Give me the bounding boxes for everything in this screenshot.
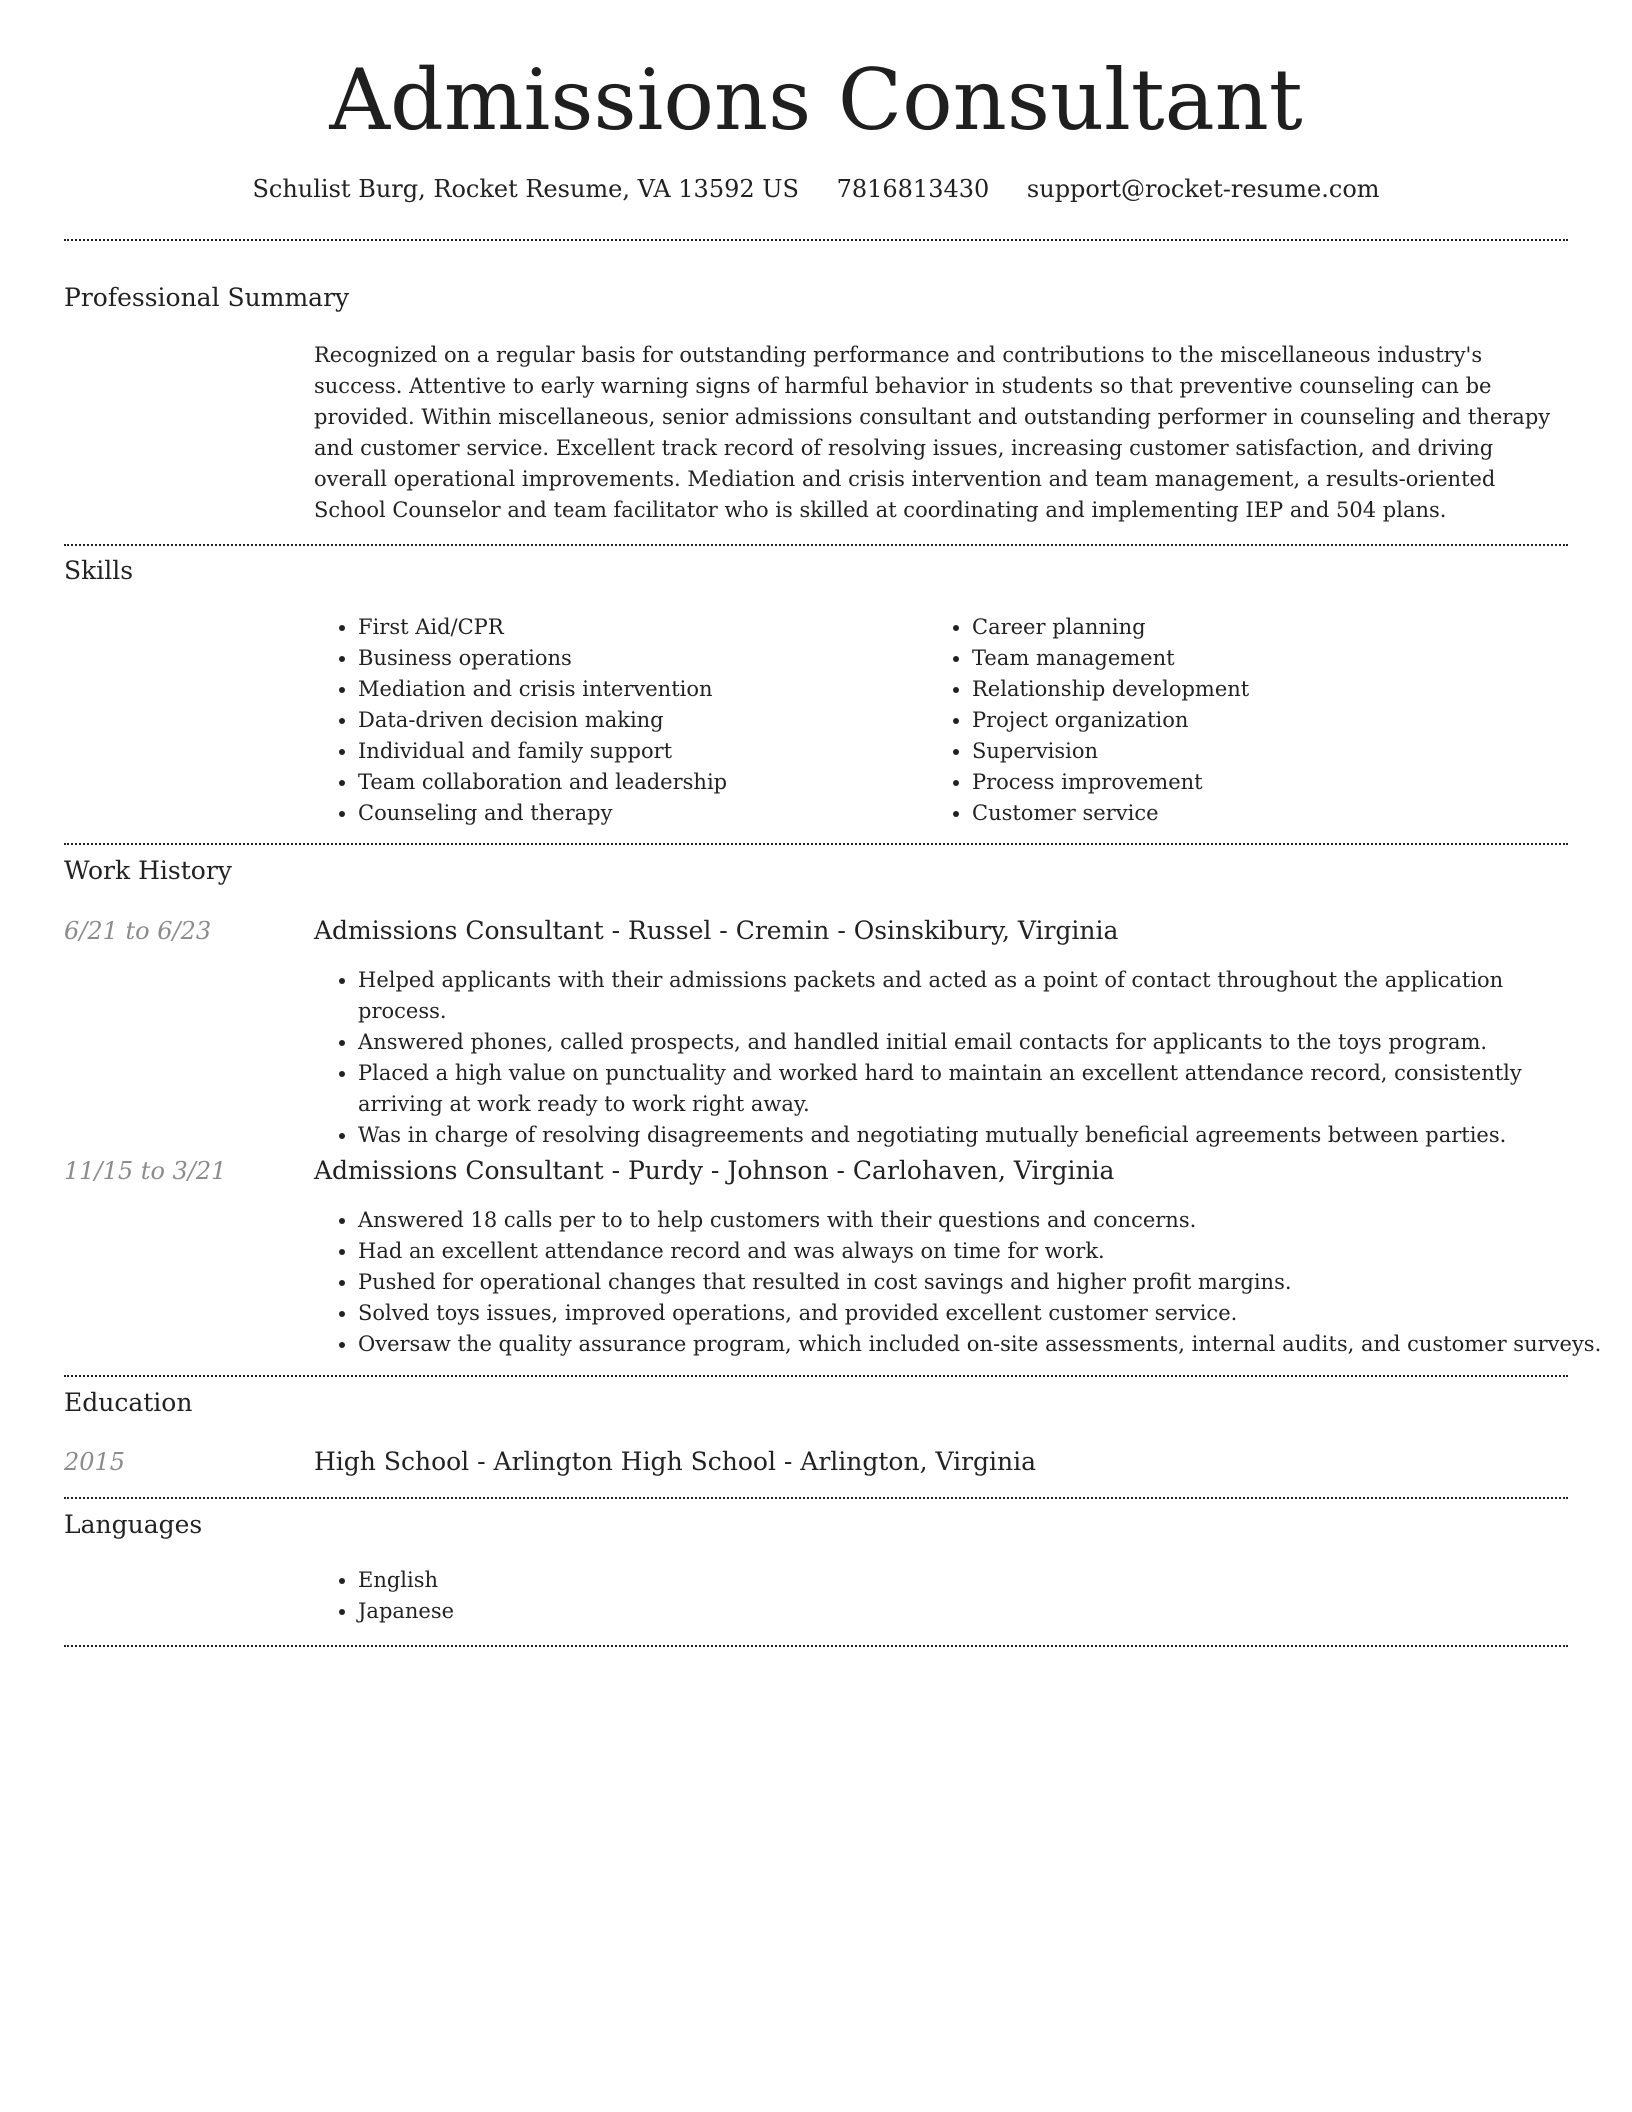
skill-item: • Team collaboration and leadership — [358, 767, 918, 798]
education-entry: High School - Arlington High School - Arlington, Virginia — [314, 1447, 1037, 1476]
skill-item: • Project organization — [972, 705, 1572, 736]
skill-item: • Career planning — [972, 612, 1572, 643]
job-bullets — [314, 1205, 1612, 1360]
job-bullet: • Pushed for operational changes that resulted in cost savings and higher profit margins. — [358, 1267, 1612, 1298]
skill-item: • Counseling and therapy — [358, 798, 918, 829]
education-year: 2015 — [64, 1448, 126, 1476]
section-title-work: Work History — [64, 856, 232, 885]
divider — [64, 1497, 1568, 1499]
section-title-summary: Professional Summary — [64, 283, 350, 312]
skills-list-right — [928, 612, 1572, 829]
job-bullets — [314, 965, 1588, 1151]
job-bullet: • Placed a high value on punctuality and worked hard to maintain an excellent attendance record, consistently arriving at work ready to work right away. — [358, 1058, 1588, 1120]
job-dates: 11/15 to 3/21 — [64, 1157, 227, 1185]
job-title: Admissions Consultant - Russel - Cremin - Osinskibury, Virginia — [314, 916, 1119, 945]
skill-item: • Supervision — [972, 736, 1572, 767]
job-title: Admissions Consultant - Purdy - Johnson - Carlohaven, Virginia — [314, 1156, 1115, 1185]
language-item: • Japanese — [358, 1596, 958, 1627]
job-dates: 6/21 to 6/23 — [64, 917, 212, 945]
skill-item: • Customer service — [972, 798, 1572, 829]
job-bullet: • Oversaw the quality assurance program, which included on-site assessments, internal audits, and customer surveys. — [358, 1329, 1612, 1360]
contact-line — [0, 169, 1632, 209]
skills-list-left — [314, 612, 918, 829]
job-bullet: • Was in charge of resolving disagreements and negotiating mutually beneficial agreements between parties. — [358, 1120, 1588, 1151]
divider — [64, 1645, 1568, 1647]
divider — [64, 239, 1568, 241]
divider — [64, 1375, 1568, 1377]
job-bullet: • Answered 18 calls per to to help customers with their questions and concerns. — [358, 1205, 1612, 1236]
skill-item: • Data-driven decision making — [358, 705, 918, 736]
section-title-languages: Languages — [64, 1510, 203, 1539]
summary-text: Recognized on a regular basis for outstanding performance and contributions to the miscellaneous industry's success. Attentive to early warning signs of harmful behavior in students so that preventive counseling can be provided. Within miscellaneous, senior admissions consultant and outstanding performer in counseling and therapy and customer service. Excellent track record of resolving issues, increasing customer satisfaction, and driving overall operational improvements. Mediation and crisis intervention and team management, a results-oriented School Counselor and team facilitator who is skilled at coordinating and implementing IEP and 504 plans. — [314, 343, 1551, 522]
language-item: • English — [358, 1565, 958, 1596]
contact-address: Schulist Burg, Rocket Resume, VA 13592 US — [252, 175, 799, 203]
divider — [64, 843, 1568, 845]
contact-email: support@rocket-resume.com — [1026, 175, 1380, 203]
skill-item: • Relationship development — [972, 674, 1572, 705]
skill-item: • Business operations — [358, 643, 918, 674]
candidate-name: Admissions Consultant — [329, 51, 1303, 149]
skill-item: • Team management — [972, 643, 1572, 674]
job-bullet: • Helped applicants with their admissions packets and acted as a point of contact throughout the application process. — [358, 965, 1588, 1027]
skill-item: • Process improvement — [972, 767, 1572, 798]
job-bullet: • Had an excellent attendance record and was always on time for work. — [358, 1236, 1612, 1267]
contact-phone: 7816813430 — [836, 175, 990, 203]
skill-item: • First Aid/CPR — [358, 612, 918, 643]
languages-list — [314, 1565, 958, 1627]
job-bullet: • Solved toys issues, improved operations, and provided excellent customer service. — [358, 1298, 1612, 1329]
skill-item: • Mediation and crisis intervention — [358, 674, 918, 705]
section-title-education: Education — [64, 1388, 193, 1417]
section-title-skills: Skills — [64, 556, 134, 585]
skill-item: • Individual and family support — [358, 736, 918, 767]
job-bullet: • Answered phones, called prospects, and handled initial email contacts for applicants to the toys program. — [358, 1027, 1588, 1058]
divider — [64, 544, 1568, 546]
